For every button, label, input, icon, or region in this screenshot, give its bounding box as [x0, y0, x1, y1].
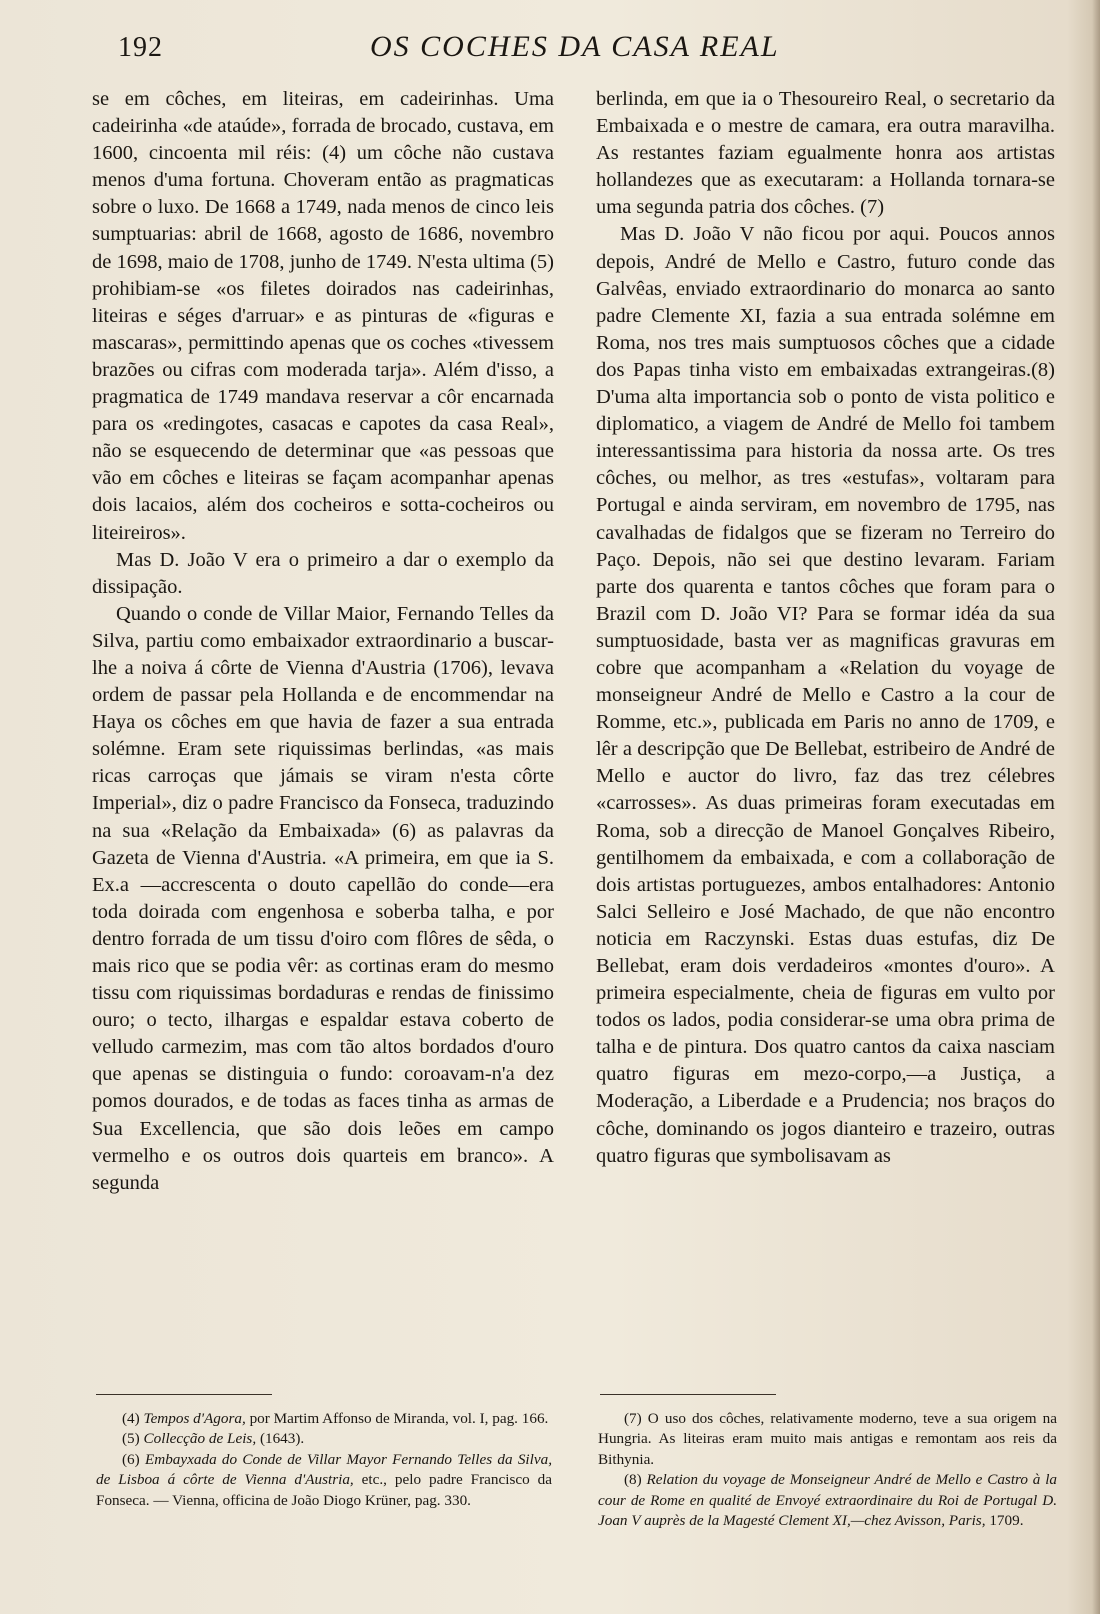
footnote-4: (4) Tempos d'Agora, por Martim Affonso de Miranda, vol. I, pag. 166. [122, 1410, 549, 1427]
paragraph: Quando o conde de Villar Maior, Fernando Telles da Silva, partiu como embaixador extraordinario a buscar-lhe a noiva á côrte de Vienna d'Austria (1706), levava ordem de passar pela Hollanda e de encommendar na Haya os côches em que havia de fazer a sua entrada solémne. Eram sete riquissimas berlindas, «as mais ricas carroças que jámais se viram n'esta côrte Imperial», diz o padre Francisco da Fonseca, traduzindo na sua «Relação da Embaixada» (6) as palavras da Gazeta de Vienna d'Austria. «A primeira, em que ia S. Ex.a —accrescenta o douto capellão do conde—era toda doirada com engenhosa e soberba talha, e por dentro forrada de um tissu d'oiro com flôres de sêda, o mais rico que se podia vêr: as cortinas eram do mesmo tissu com riquissimas bordaduras e rendas de finissimo ouro; o tecto, ilhargas e espaldar estava coberto de velludo carmezim, mas com tão altos bordados d'ouro que apenas se distinguia o fundo: coroavam-n'a dez pomos dourados, e de todas as faces tinha as armas de Sua Excellencia, que são dois leões em campo vermelho e os outros dois quarteis em branco». A segunda [92, 602, 554, 1194]
left-column [92, 86, 554, 1197]
page-edge-shadow [1092, 0, 1100, 1614]
paragraph: Mas D. João V não ficou por aqui. Poucos annos depois, André de Mello e Castro, futuro conde das Galvêas, enviado extraordinario do monarca ao santo padre Clemente XI, fazia a sua entrada solémne em Roma, nos tres mais sumptuosos côches que a cidade dos Papas tinha visto em embaixadas extrangeiras.(8) D'uma alta importancia sob o ponto de vista politico e diplomatico, a viagem de André de Mello foi tambem interessantissima para historia da nossa arte. Os tres côches, ou melhor, as tres «estufas», voltaram para Portugal e ainda serviram, em novembro de 1795, nas cavalhadas de fidalgos que se fizeram no Terreiro do Paço. Depois, não sei que destino levaram. Fariam parte dos quarenta e tantos côches que foram para o Brazil com D. João VI? Para se formar idéa da sua sumptuosidade, basta ver as magnificas gravuras em cobre que acompanham a «Relation du voyage de monseigneur André de Mello e Castro a la cour de Romme, etc.», publicada em Paris no anno de 1709, e lêr a descripção que De Bellebat, estribeiro de André de Mello e auctor do livro, faz das trez célebres «carrosses». As duas primeiras foram executadas em Roma, sob a direcção de Manoel Gonçalves Ribeiro, gentilhomem da embaixada, e com a collaboração de dois artistas portuguezes, ambos entalhadores: Antonio Salci Selleiro e José Machado, de que não encontro noticia em Raczynski. Estas duas estufas, diz De Bellebat, eram dois verdadeiros «montes d'ouro». A primeira especialmente, cheia de figuras em vulto por todos os lados, podia considerar-se uma obra prima de talha e de pintura. Dos quatro cantos da caixa nasciam quatro figuras em mezo-corpo,—a Justiça, a Moderação, a Liberdade e a Prudencia; nos braços do côche, dominando os jogos dianteiro e trazeiro, outras quatro figuras que symbolisavam as [596, 223, 1055, 1167]
footnote-5: (5) Collecção de Leis, (1643). [122, 1430, 305, 1448]
footnote-7: (7) O uso dos côches, relativamente moderno, teve a sua origem na Hungria. As liteiras eram muito mais antigas e remontam aos reis da Bithynia. [598, 1410, 1057, 1468]
paragraph: Mas D. João V era o primeiro a dar o exemplo da dissipação. [92, 548, 554, 598]
paragraph: se em côches, em liteiras, em cadeirinhas. Uma cadeirinha «de ataúde», forrada de brocado, custava, em 1600, cincoenta mil réis: (4) um côche não custava menos d'uma fortuna. Choveram então as pragmaticas sobre o luxo. De 1668 a 1749, nada menos de cinco leis sumptuarias: abril de 1668, agosto de 1686, novembro de 1698, maio de 1708, junho de 1749. N'esta ultima (5) prohibiam-se «os filetes doirados nas cadeirinhas, liteiras e séges d'arruar» e as pinturas de «figuras e mascaras», permittindo apenas que os coches «tivessem brazões ou cifras com moderada tarja». Além d'isso, a pragmatica de 1749 mandava reservar a côr encarnada para os «redingotes, casacas e capotes da casa Real», não se esquecendo de determinar que «as pessoas que vão em côches e liteiras se façam acompanhar apenas dois lacaios, além dos cocheiros e sotta-cocheiros ou liteireiros». [92, 88, 555, 544]
footnotes-right [598, 1409, 1057, 1531]
footnote-8: (8) Relation du voyage de Monseigneur André de Mello e Castro à la cour de Rome en qualité de Envoyé extraordinaire du Roi de Portugal D. Joan V auprès de la Magesté Clement XI,—chez Avisson, Paris, 1709. [598, 1471, 1058, 1530]
right-column [596, 86, 1055, 1170]
footnote-rule [600, 1394, 776, 1395]
running-title: OS COCHES DA CASA REAL [370, 30, 780, 63]
paragraph: berlinda, em que ia o Thesoureiro Real, o secretario da Embaixada e o mestre de camara, era outra maravilha. As restantes faziam egualmente honra aos artistas hollandezes que as executaram: a Hollanda tornara-se uma segunda patria dos côches. (7) [596, 88, 1055, 219]
footnote-rule [96, 1394, 272, 1395]
page-number: 192 [118, 32, 163, 63]
footnotes-left [96, 1409, 552, 1511]
footnote-6: (6) Embayxada do Conde de Villar Mayor Fernando Telles da Silva, de Lisboa á côrte de Vienna d'Austria, etc., pelo padre Francisco da Fonseca. — Vienna, officina de João Diogo Krüner, pag. 330. [96, 1450, 552, 1509]
